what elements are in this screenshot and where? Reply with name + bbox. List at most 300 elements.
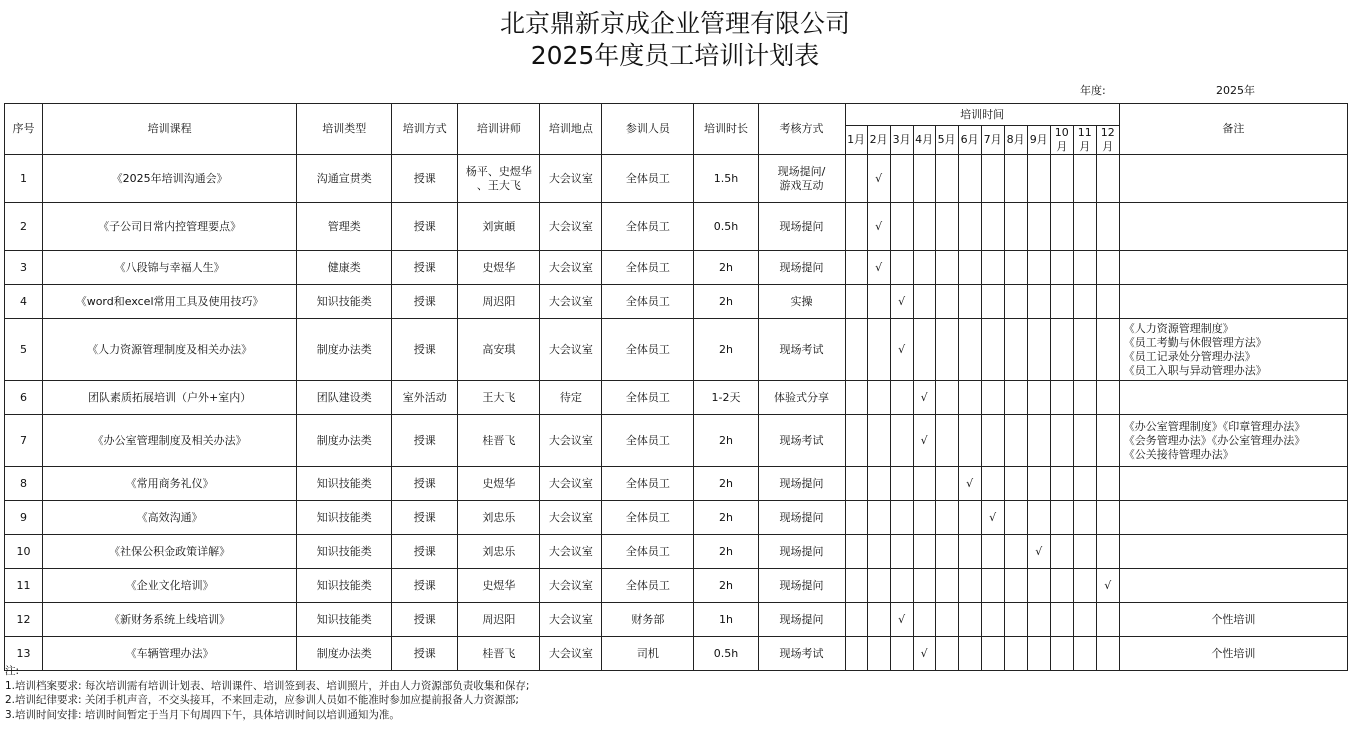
month-cell [890, 251, 913, 285]
month-cell [935, 415, 958, 467]
header-duration: 培训时长 [694, 104, 758, 155]
month-cell [958, 569, 981, 603]
month-cell [867, 467, 890, 501]
month-cell [1096, 637, 1119, 671]
header-course: 培训课程 [43, 104, 297, 155]
month-cell [1096, 285, 1119, 319]
course-cell: 《2025年培训沟通会》 [43, 155, 297, 203]
month-cell [981, 203, 1004, 251]
assessment-cell [758, 415, 845, 467]
month-cell [913, 251, 935, 285]
month-cell [1050, 155, 1073, 203]
remarks-cell-line: 《人力资源管理制度》 [1123, 321, 1234, 335]
month-cell [935, 501, 958, 535]
month-cell [958, 203, 981, 251]
month-cell [958, 415, 981, 467]
lecturer-cell [458, 285, 540, 319]
month-cell [845, 381, 867, 415]
month-cell [1050, 381, 1073, 415]
duration-cell: 2h [694, 569, 758, 603]
remarks-cell [1119, 603, 1347, 637]
month-cell [913, 203, 935, 251]
assessment-cell-line: 现场提问 [779, 612, 824, 626]
month-cell [935, 155, 958, 203]
month-cell [1004, 319, 1027, 381]
month-cell [1027, 501, 1050, 535]
assessment-cell [758, 535, 845, 569]
remarks-cell [1119, 637, 1347, 671]
month-cell [981, 637, 1004, 671]
month-check-cell: √ [1027, 535, 1050, 569]
lecturer-cell-line: 刘寅頔 [482, 219, 516, 233]
seq-cell: 12 [5, 603, 43, 637]
lecturer-cell [458, 381, 540, 415]
month-header: 11月 [1073, 126, 1096, 155]
month-cell [1096, 203, 1119, 251]
duration-cell: 0.5h [694, 203, 758, 251]
month-cell [935, 203, 958, 251]
month-cell [845, 637, 867, 671]
lecturer-cell-line: 周迟阳 [482, 294, 516, 308]
month-cell [1004, 203, 1027, 251]
lecturer-cell-line: 高安琪 [482, 342, 516, 356]
lecturer-cell-line: 周迟阳 [482, 612, 516, 626]
remarks-cell [1119, 467, 1347, 501]
seq-cell: 13 [5, 637, 43, 671]
lecturer-cell [458, 415, 540, 467]
month-cell [981, 251, 1004, 285]
month-cell [867, 535, 890, 569]
month-cell [1073, 535, 1096, 569]
month-check-cell: √ [981, 501, 1004, 535]
month-cell [913, 603, 935, 637]
month-cell [890, 535, 913, 569]
month-check-cell: √ [890, 603, 913, 637]
table-row [5, 203, 1348, 251]
month-cell [1050, 603, 1073, 637]
header-seq: 序号 [5, 104, 43, 155]
remarks-cell-line: 个性培训 [1211, 646, 1256, 660]
assessment-cell-line: 现场提问 [779, 219, 824, 233]
month-cell [1004, 251, 1027, 285]
month-cell [981, 381, 1004, 415]
month-check-cell: √ [890, 285, 913, 319]
month-cell [958, 319, 981, 381]
assessment-cell-line: 现场提问 [779, 578, 824, 592]
month-cell [958, 155, 981, 203]
month-cell [1073, 155, 1096, 203]
method-cell: 授课 [392, 501, 458, 535]
month-cell [1004, 637, 1027, 671]
duration-cell: 0.5h [694, 637, 758, 671]
table-row [5, 535, 1348, 569]
course-cell: 《子公司日常内控管理要点》 [43, 203, 297, 251]
course-cell: 《高效沟通》 [43, 501, 297, 535]
month-cell [935, 285, 958, 319]
seq-cell: 5 [5, 319, 43, 381]
month-cell [890, 501, 913, 535]
month-cell [867, 603, 890, 637]
remarks-cell [1119, 155, 1347, 203]
duration-cell: 2h [694, 467, 758, 501]
table-row [5, 285, 1348, 319]
lecturer-cell [458, 569, 540, 603]
assessment-cell-line: 现场考试 [779, 646, 824, 660]
month-cell [958, 637, 981, 671]
month-cell [845, 569, 867, 603]
note-line: 2.培训纪律要求: 关闭手机声音，不交头接耳，不来回走动，应参训人员如不能准时参加应提前报备人力资源部; [5, 694, 519, 706]
month-header: 1月 [845, 126, 867, 155]
month-cell [1096, 319, 1119, 381]
seq-cell: 4 [5, 285, 43, 319]
assessment-cell [758, 603, 845, 637]
lecturer-cell-line: 、王大飞 [476, 178, 521, 192]
month-cell [1050, 415, 1073, 467]
attendees-cell: 全体员工 [602, 501, 694, 535]
month-cell [981, 319, 1004, 381]
duration-cell: 1.5h [694, 155, 758, 203]
location-cell: 大会议室 [540, 637, 602, 671]
month-cell [1096, 381, 1119, 415]
month-cell [867, 415, 890, 467]
assessment-cell [758, 501, 845, 535]
month-cell [1004, 415, 1027, 467]
month-header: 10月 [1050, 126, 1073, 155]
location-cell: 大会议室 [540, 203, 602, 251]
month-cell [1027, 319, 1050, 381]
attendees-cell: 全体员工 [602, 203, 694, 251]
month-cell [1073, 381, 1096, 415]
month-cell [958, 251, 981, 285]
table-row [5, 251, 1348, 285]
month-cell [935, 603, 958, 637]
company-title: 北京鼎新京成企业管理有限公司 [499, 9, 850, 38]
month-cell [1050, 569, 1073, 603]
month-cell [890, 415, 913, 467]
lecturer-cell-line: 桂晋飞 [482, 433, 516, 447]
header-remarks: 备注 [1119, 104, 1347, 155]
month-cell [845, 319, 867, 381]
duration-cell: 2h [694, 415, 758, 467]
month-cell [935, 381, 958, 415]
month-cell [958, 381, 981, 415]
month-cell [867, 285, 890, 319]
type-cell: 沟通宣贯类 [297, 155, 392, 203]
header-location: 培训地点 [540, 104, 602, 155]
month-check-cell: √ [958, 467, 981, 501]
month-cell [1027, 603, 1050, 637]
remarks-cell [1119, 319, 1347, 381]
table-row [5, 381, 1348, 415]
remarks-cell-line: 《公关接待管理办法》 [1123, 447, 1234, 461]
seq-cell: 7 [5, 415, 43, 467]
method-cell: 授课 [392, 535, 458, 569]
month-check-cell: √ [867, 155, 890, 203]
course-cell: 《新财务系统上线培训》 [43, 603, 297, 637]
month-cell [1096, 603, 1119, 637]
assessment-cell [758, 637, 845, 671]
month-cell [1096, 535, 1119, 569]
remarks-cell [1119, 415, 1347, 467]
month-header: 3月 [890, 126, 913, 155]
month-cell [1073, 319, 1096, 381]
method-cell: 授课 [392, 203, 458, 251]
remarks-cell-line: 《员工记录处分管理办法》 [1123, 349, 1256, 363]
month-check-cell: √ [1096, 569, 1119, 603]
month-cell [1050, 251, 1073, 285]
seq-cell: 10 [5, 535, 43, 569]
assessment-cell-line: 现场提问 [779, 476, 824, 490]
location-cell: 待定 [540, 381, 602, 415]
year-label: 年度: [1080, 84, 1106, 97]
course-cell: 《word和excel常用工具及使用技巧》 [43, 285, 297, 319]
location-cell: 大会议室 [540, 319, 602, 381]
remarks-cell-line: 《办公室管理制度》《印章管理办法》 [1123, 419, 1306, 433]
month-cell [1004, 467, 1027, 501]
month-cell [1073, 415, 1096, 467]
month-cell [1073, 467, 1096, 501]
seq-cell: 11 [5, 569, 43, 603]
month-cell [845, 155, 867, 203]
table-row [5, 603, 1348, 637]
location-cell: 大会议室 [540, 501, 602, 535]
month-cell [958, 603, 981, 637]
month-cell [1096, 155, 1119, 203]
assessment-cell [758, 203, 845, 251]
month-cell [913, 501, 935, 535]
month-cell [1096, 415, 1119, 467]
method-cell: 授课 [392, 319, 458, 381]
header-attendees: 参训人员 [602, 104, 694, 155]
month-cell [935, 637, 958, 671]
remarks-cell [1119, 251, 1347, 285]
month-cell [890, 155, 913, 203]
month-cell [1096, 467, 1119, 501]
month-cell [890, 637, 913, 671]
lecturer-cell [458, 203, 540, 251]
month-cell [1027, 251, 1050, 285]
method-cell: 授课 [392, 285, 458, 319]
type-cell: 知识技能类 [297, 535, 392, 569]
assessment-cell [758, 285, 845, 319]
month-cell [1027, 155, 1050, 203]
month-cell [1050, 319, 1073, 381]
duration-cell: 2h [694, 319, 758, 381]
month-cell [1050, 467, 1073, 501]
month-cell [1050, 535, 1073, 569]
month-cell [913, 569, 935, 603]
month-check-cell: √ [913, 381, 935, 415]
month-header: 8月 [1004, 126, 1027, 155]
location-cell: 大会议室 [540, 251, 602, 285]
month-cell [1050, 285, 1073, 319]
month-cell [913, 285, 935, 319]
lecturer-cell [458, 501, 540, 535]
method-cell: 授课 [392, 603, 458, 637]
table-row [5, 569, 1348, 603]
type-cell: 管理类 [297, 203, 392, 251]
method-cell: 授课 [392, 251, 458, 285]
remarks-cell [1119, 535, 1347, 569]
remarks-cell-line: 《员工入职与异动管理办法》 [1123, 363, 1267, 377]
type-cell: 制度办法类 [297, 319, 392, 381]
location-cell: 大会议室 [540, 415, 602, 467]
course-cell: 《企业文化培训》 [43, 569, 297, 603]
month-cell [981, 155, 1004, 203]
assessment-cell [758, 467, 845, 501]
attendees-cell: 全体员工 [602, 415, 694, 467]
month-cell [1073, 637, 1096, 671]
month-cell [913, 319, 935, 381]
month-cell [1027, 415, 1050, 467]
type-cell: 制度办法类 [297, 637, 392, 671]
attendees-cell: 全体员工 [602, 285, 694, 319]
duration-cell: 1h [694, 603, 758, 637]
seq-cell: 9 [5, 501, 43, 535]
header-assessment: 考核方式 [758, 104, 845, 155]
attendees-cell: 全体员工 [602, 467, 694, 501]
table-row [5, 155, 1348, 203]
month-header: 9月 [1027, 126, 1050, 155]
month-cell [890, 569, 913, 603]
duration-cell: 2h [694, 501, 758, 535]
type-cell: 知识技能类 [297, 467, 392, 501]
month-cell [890, 381, 913, 415]
month-cell [845, 415, 867, 467]
remarks-cell [1119, 381, 1347, 415]
notes-section [5, 664, 529, 722]
lecturer-cell-line: 史煜华 [482, 476, 516, 490]
month-cell [1073, 501, 1096, 535]
table-row [5, 415, 1348, 467]
month-cell [1027, 381, 1050, 415]
header-training-time: 培训时间 [845, 104, 1119, 126]
note-line: 3.培训时间安排: 培训时间暂定于当月下旬周四下午，具体培训时间以培训通知为准。 [5, 708, 400, 721]
course-cell: 《人力资源管理制度及相关办法》 [43, 319, 297, 381]
method-cell: 室外活动 [392, 381, 458, 415]
month-cell [845, 467, 867, 501]
header-lecturer: 培训讲师 [458, 104, 540, 155]
method-cell: 授课 [392, 415, 458, 467]
course-cell: 《常用商务礼仪》 [43, 467, 297, 501]
location-cell: 大会议室 [540, 155, 602, 203]
month-cell [867, 381, 890, 415]
month-header: 2月 [867, 126, 890, 155]
attendees-cell: 全体员工 [602, 569, 694, 603]
type-cell: 知识技能类 [297, 603, 392, 637]
month-cell [1073, 603, 1096, 637]
seq-cell: 3 [5, 251, 43, 285]
month-cell [1027, 203, 1050, 251]
lecturer-cell-line: 杨平、史煜华 [465, 164, 532, 178]
month-check-cell: √ [867, 251, 890, 285]
month-cell [1027, 637, 1050, 671]
assessment-cell-line: 现场提问 [779, 510, 824, 524]
month-cell [981, 415, 1004, 467]
duration-cell: 2h [694, 251, 758, 285]
month-cell [845, 603, 867, 637]
lecturer-cell-line: 王大飞 [482, 390, 516, 404]
attendees-cell: 全体员工 [602, 381, 694, 415]
type-cell: 制度办法类 [297, 415, 392, 467]
assessment-cell [758, 381, 845, 415]
assessment-cell-line: 现场考试 [779, 342, 824, 356]
month-cell [1073, 203, 1096, 251]
month-cell [1096, 251, 1119, 285]
duration-cell: 1-2天 [694, 381, 758, 415]
month-cell [845, 203, 867, 251]
month-cell [913, 467, 935, 501]
attendees-cell: 全体员工 [602, 535, 694, 569]
course-cell: 《车辆管理办法》 [43, 637, 297, 671]
month-cell [867, 569, 890, 603]
type-cell: 知识技能类 [297, 569, 392, 603]
month-check-cell: √ [913, 637, 935, 671]
month-cell [1027, 285, 1050, 319]
month-cell [845, 251, 867, 285]
attendees-cell: 全体员工 [602, 319, 694, 381]
assessment-cell-line: 游戏互动 [779, 178, 824, 192]
lecturer-cell [458, 319, 540, 381]
remarks-cell-line: 个性培训 [1211, 612, 1256, 626]
month-cell [1050, 501, 1073, 535]
location-cell: 大会议室 [540, 569, 602, 603]
table-row [5, 467, 1348, 501]
lecturer-cell-line: 桂晋飞 [482, 646, 516, 660]
remarks-cell-line: 《会务管理办法》《办公室管理办法》 [1123, 433, 1306, 447]
month-cell [1050, 203, 1073, 251]
month-cell [1073, 285, 1096, 319]
duration-cell: 2h [694, 535, 758, 569]
month-cell [1027, 569, 1050, 603]
month-cell [935, 569, 958, 603]
note-line: 注: [5, 665, 20, 677]
course-cell: 《八段锦与幸福人生》 [43, 251, 297, 285]
month-cell [1004, 535, 1027, 569]
month-cell [867, 501, 890, 535]
month-cell [1073, 569, 1096, 603]
lecturer-cell-line: 刘忠乐 [482, 510, 516, 524]
assessment-cell-line: 现场考试 [779, 433, 824, 447]
lecturer-cell [458, 467, 540, 501]
month-cell [981, 535, 1004, 569]
header-type: 培训类型 [297, 104, 392, 155]
remarks-cell [1119, 285, 1347, 319]
assessment-cell [758, 569, 845, 603]
lecturer-cell-line: 刘忠乐 [482, 544, 516, 558]
lecturer-cell [458, 155, 540, 203]
remarks-cell [1119, 501, 1347, 535]
month-cell [958, 285, 981, 319]
month-cell [867, 319, 890, 381]
table-row [5, 501, 1348, 535]
type-cell: 团队建设类 [297, 381, 392, 415]
seq-cell: 2 [5, 203, 43, 251]
method-cell: 授课 [392, 569, 458, 603]
type-cell: 健康类 [297, 251, 392, 285]
lecturer-cell [458, 603, 540, 637]
type-cell: 知识技能类 [297, 501, 392, 535]
month-cell [913, 535, 935, 569]
month-cell [845, 535, 867, 569]
month-check-cell: √ [913, 415, 935, 467]
type-cell: 知识技能类 [297, 285, 392, 319]
month-cell [1004, 155, 1027, 203]
assessment-cell-line: 体验式分享 [774, 390, 830, 404]
month-cell [845, 501, 867, 535]
month-cell [1004, 501, 1027, 535]
month-header: 4月 [913, 126, 935, 155]
